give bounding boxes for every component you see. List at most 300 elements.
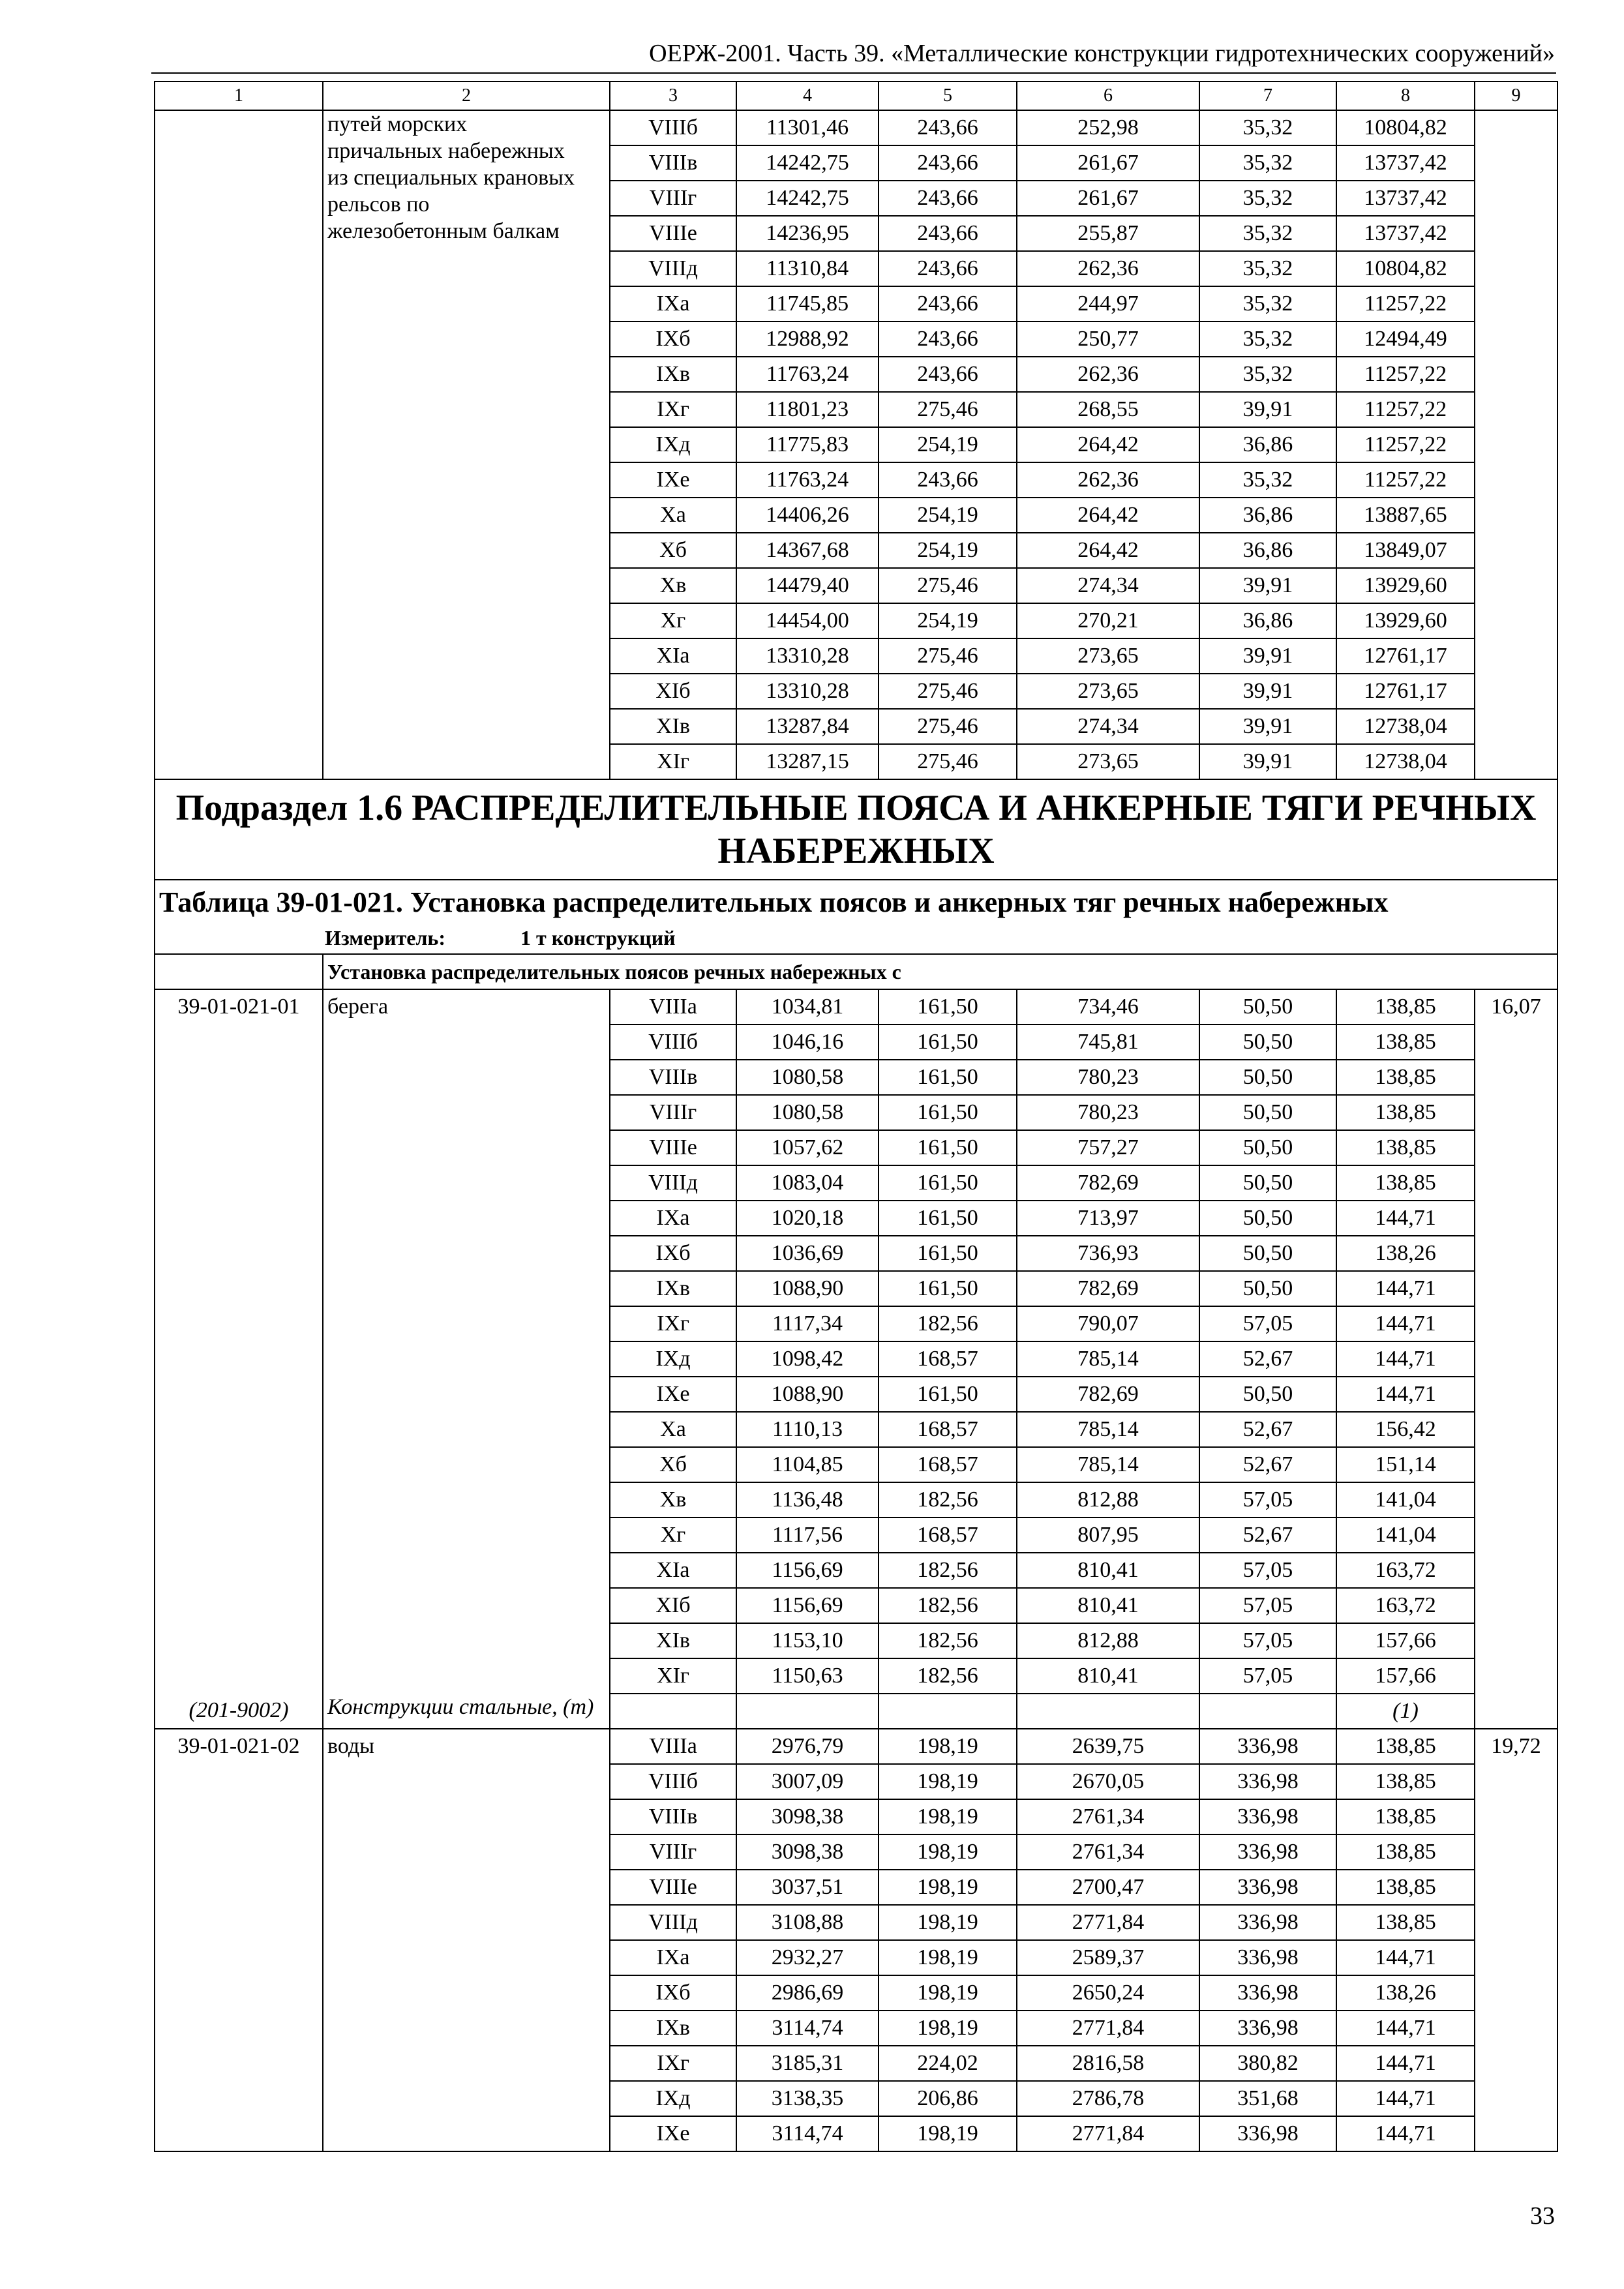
empty-cell [736,1694,879,1729]
value-cell: 273,65 [1017,638,1199,674]
value-cell: 2771,84 [1017,2011,1199,2046]
empty-cell [1017,1694,1199,1729]
description-cell [323,1271,610,1306]
value-cell: 57,05 [1199,1658,1336,1694]
value-cell: 141,04 [1336,1482,1475,1518]
value-cell: 161,50 [879,1165,1017,1201]
zone-cell: VIIIг [610,1834,736,1870]
value-cell: 2786,78 [1017,2081,1199,2116]
value-cell: 252,98 [1017,110,1199,145]
value-cell: 13737,42 [1336,216,1475,251]
value-cell: 11257,22 [1336,286,1475,322]
value-cell: 35,32 [1199,286,1336,322]
value-cell: 336,98 [1199,1940,1336,1975]
column-header: 4 [736,82,879,110]
item1-row [155,1201,1557,1236]
zone-cell: VIIIб [610,1764,736,1799]
value-cell: 198,19 [879,1799,1017,1834]
column-header: 6 [1017,82,1199,110]
description-cell [323,1553,610,1588]
value-cell: 13287,84 [736,709,879,744]
description-cell [323,1447,610,1482]
zone-cell: VIIIд [610,1165,736,1201]
description-line: рельсов по [327,192,430,217]
value-cell: 138,85 [1336,1060,1475,1095]
value-cell: 3007,09 [736,1764,879,1799]
item1-row [155,1623,1557,1658]
description-line: путей морских [327,112,468,136]
value-cell: 14242,75 [736,181,879,216]
value-cell: 782,69 [1017,1377,1199,1412]
value-cell: 11801,23 [736,392,879,427]
code-cell [155,1341,323,1377]
value-cell: 1020,18 [736,1201,879,1236]
code-cell [155,1553,323,1588]
zone-cell: XIв [610,1623,736,1658]
value-cell: 2761,34 [1017,1834,1199,1870]
value-cell: 198,19 [879,1834,1017,1870]
value-cell: 11257,22 [1336,357,1475,392]
column-header: 9 [1475,82,1557,110]
value-cell: 138,85 [1336,1095,1475,1130]
value-cell: 161,50 [879,1201,1017,1236]
value-cell: 351,68 [1199,2081,1336,2116]
value-cell: 144,71 [1336,1341,1475,1377]
description-cell [323,1130,610,1165]
value-cell: 807,95 [1017,1518,1199,1553]
value-cell: 182,56 [879,1482,1017,1518]
value-cell: 11310,84 [736,251,879,286]
zone-cell: XIа [610,1553,736,1588]
value-cell: 157,66 [1336,1658,1475,1694]
value-cell: 10804,82 [1336,251,1475,286]
value-cell: 138,26 [1336,1975,1475,2011]
value-cell: 14242,75 [736,145,879,181]
value-cell: 11745,85 [736,286,879,322]
value-cell: 2589,37 [1017,1940,1199,1975]
value-cell: 810,41 [1017,1553,1199,1588]
value-cell: 35,32 [1199,145,1336,181]
value-cell: 1080,58 [736,1060,879,1095]
value-cell: 144,71 [1336,2081,1475,2116]
value-cell: 713,97 [1017,1201,1199,1236]
value-cell: 243,66 [879,216,1017,251]
value-cell: 182,56 [879,1658,1017,1694]
item1-row [155,1482,1557,1518]
value-cell: 161,50 [879,1377,1017,1412]
value-cell: 785,14 [1017,1447,1199,1482]
value-cell: 50,50 [1199,1130,1336,1165]
resource-name: Конструкции стальные, (т) [323,1694,610,1729]
value-cell: 734,46 [1017,989,1199,1025]
value-cell: 182,56 [879,1553,1017,1588]
value-cell: 57,05 [1199,1482,1336,1518]
value-cell: 1057,62 [736,1130,879,1165]
value-cell: 57,05 [1199,1623,1336,1658]
empty-cell [879,1694,1017,1729]
value-cell: 163,72 [1336,1588,1475,1623]
value-cell: 144,71 [1336,1271,1475,1306]
description-cell [323,1236,610,1271]
value-cell: 10804,82 [1336,110,1475,145]
code-cell [155,954,323,989]
code-cell [155,110,323,779]
code-cell [155,1482,323,1518]
value-cell: 3098,38 [736,1799,879,1834]
value-cell: 35,32 [1199,110,1336,145]
value-cell: 2650,24 [1017,1975,1199,2011]
meter-value: 1 т конструкций [520,926,676,950]
description-cell [323,1658,610,1694]
item1-row [155,1236,1557,1271]
value-cell: 156,42 [1336,1412,1475,1447]
table-title: Таблица 39-01-021. Установка распределительных поясов и анкерных тяг речных набережных [159,886,1389,918]
value-cell: 198,19 [879,2011,1017,2046]
column-header-row [155,82,1557,110]
code-cell [155,1060,323,1095]
code-cell [155,1588,323,1623]
code-cell [155,1306,323,1341]
value-cell: 161,50 [879,1025,1017,1060]
zone-cell: IXд [610,2081,736,2116]
value-cell: 13849,07 [1336,533,1475,568]
value-cell: 11763,24 [736,462,879,498]
value-cell: 3037,51 [736,1870,879,1905]
value-cell: 380,82 [1199,2046,1336,2081]
value-cell: 144,71 [1336,2011,1475,2046]
zone-cell: IXв [610,2011,736,2046]
value-cell: 138,85 [1336,1870,1475,1905]
value-cell: 39,91 [1199,674,1336,709]
value-cell: 12761,17 [1336,674,1475,709]
value-cell: 57,05 [1199,1553,1336,1588]
description-cell [323,1518,610,1553]
col9-cell: 19,72 [1475,1729,1557,2151]
value-cell: 274,34 [1017,709,1199,744]
value-cell: 3098,38 [736,1834,879,1870]
value-cell: 14367,68 [736,533,879,568]
value-cell: 790,07 [1017,1306,1199,1341]
header-rule [151,72,1556,74]
value-cell: 1036,69 [736,1236,879,1271]
value-cell: 50,50 [1199,1095,1336,1130]
value-cell: 2670,05 [1017,1764,1199,1799]
value-cell: 13737,42 [1336,181,1475,216]
value-cell: 144,71 [1336,2046,1475,2081]
value-cell: 13287,15 [736,744,879,779]
value-cell: 138,85 [1336,1799,1475,1834]
zone-cell: IXг [610,392,736,427]
zone-cell: IXе [610,1377,736,1412]
value-cell: 262,36 [1017,357,1199,392]
value-cell: 50,50 [1199,1377,1336,1412]
zone-cell: XIб [610,1588,736,1623]
value-cell: 2761,34 [1017,1799,1199,1834]
zone-cell: Xв [610,1482,736,1518]
item-code: 39-01-021-01 [155,989,323,1025]
value-cell: 243,66 [879,357,1017,392]
value-cell: 1098,42 [736,1341,879,1377]
zone-cell: Xг [610,603,736,638]
zone-cell: XIв [610,709,736,744]
empty-cell [610,1694,736,1729]
value-cell: 50,50 [1199,1271,1336,1306]
value-cell: 11763,24 [736,357,879,392]
item1-row [155,1377,1557,1412]
value-cell: 264,42 [1017,533,1199,568]
value-cell: 1156,69 [736,1553,879,1588]
value-cell: 161,50 [879,1271,1017,1306]
value-cell: 243,66 [879,181,1017,216]
value-cell: 11257,22 [1336,462,1475,498]
value-cell: 198,19 [879,1940,1017,1975]
item1-row [155,1553,1557,1588]
item1-row [155,1060,1557,1095]
value-cell: 1156,69 [736,1588,879,1623]
zone-cell: VIIIв [610,145,736,181]
value-cell: 275,46 [879,674,1017,709]
zone-cell: IXб [610,322,736,357]
value-cell: 13310,28 [736,674,879,709]
value-cell: 2932,27 [736,1940,879,1975]
value-cell: 11301,46 [736,110,879,145]
item1-row [155,989,1557,1025]
description-cell [323,1060,610,1095]
zone-cell: IXв [610,1271,736,1306]
code-cell [155,1271,323,1306]
zone-cell: IXд [610,1341,736,1377]
value-cell: 50,50 [1199,989,1336,1025]
meter-row [159,922,1553,953]
item1-row [155,1447,1557,1482]
value-cell: 39,91 [1199,638,1336,674]
value-cell: 198,19 [879,1975,1017,2011]
item1-row [155,1412,1557,1447]
item-name: воды [323,1729,610,2151]
value-cell: 168,57 [879,1447,1017,1482]
section-title-row [155,779,1557,880]
zone-cell: VIIIг [610,181,736,216]
meter-label: Измеритель: [325,926,445,950]
value-cell: 138,85 [1336,1025,1475,1060]
value-cell: 336,98 [1199,1905,1336,1940]
value-cell: 1088,90 [736,1271,879,1306]
value-cell: 261,67 [1017,145,1199,181]
value-cell: 39,91 [1199,392,1336,427]
value-cell: 275,46 [879,568,1017,603]
value-cell: 144,71 [1336,1377,1475,1412]
value-cell: 2700,47 [1017,1870,1199,1905]
zone-cell: Xа [610,498,736,533]
section-title: Подраздел 1.6 РАСПРЕДЕЛИТЕЛЬНЫЕ ПОЯСА И АНКЕРНЫЕ ТЯГИ РЕЧНЫХ НАБЕРЕЖНЫХ [155,779,1557,880]
description-cell [323,1095,610,1130]
value-cell: 1034,81 [736,989,879,1025]
value-cell: 244,97 [1017,286,1199,322]
value-cell: 261,67 [1017,181,1199,216]
value-cell: 168,57 [879,1412,1017,1447]
value-cell: 336,98 [1199,1834,1336,1870]
description-line: из специальных крановых [327,166,575,190]
zone-cell: Xа [610,1412,736,1447]
value-cell: 336,98 [1199,1764,1336,1799]
value-cell: 268,55 [1017,392,1199,427]
value-cell: 36,86 [1199,498,1336,533]
column-header: 1 [155,82,323,110]
code-cell [155,1518,323,1553]
zone-cell: VIIIа [610,989,736,1025]
zone-cell: IXв [610,357,736,392]
value-cell: 2639,75 [1017,1729,1199,1764]
item1-row [155,1130,1557,1165]
value-cell: 52,67 [1199,1518,1336,1553]
value-cell: 198,19 [879,1729,1017,1764]
code-cell [155,1130,323,1165]
value-cell: 182,56 [879,1306,1017,1341]
code-cell [155,1165,323,1201]
description-cell [323,1377,610,1412]
value-cell: 50,50 [1199,1236,1336,1271]
value-cell: 224,02 [879,2046,1017,2081]
value-cell: 157,66 [1336,1623,1475,1658]
item1-row [155,1025,1557,1060]
value-cell: 182,56 [879,1588,1017,1623]
value-cell: 270,21 [1017,603,1199,638]
value-cell: 13737,42 [1336,145,1475,181]
value-cell: 785,14 [1017,1412,1199,1447]
value-cell: 745,81 [1017,1025,1199,1060]
zone-cell: Xв [610,568,736,603]
page-header-title: ОЕРЖ-2001. Часть 39. «Металлические конструкции гидротехнических сооружений» [649,40,1555,67]
item1-row [155,1095,1557,1130]
value-cell: 336,98 [1199,1799,1336,1834]
value-cell: 57,05 [1199,1306,1336,1341]
zone-cell: VIIIе [610,216,736,251]
value-cell: 36,86 [1199,427,1336,462]
description-cell [323,1623,610,1658]
value-cell: 138,85 [1336,1729,1475,1764]
empty-cell [1199,1694,1336,1729]
value-cell: 50,50 [1199,1060,1336,1095]
value-cell: 12494,49 [1336,322,1475,357]
value-cell: 198,19 [879,1764,1017,1799]
value-cell: 39,91 [1199,744,1336,779]
item2-row [155,1729,1557,1764]
resource-value: (1) [1336,1694,1475,1729]
value-cell: 35,32 [1199,357,1336,392]
value-cell: 206,86 [879,2081,1017,2116]
code-cell [155,1236,323,1271]
value-cell: 275,46 [879,392,1017,427]
value-cell: 13929,60 [1336,568,1475,603]
value-cell: 163,72 [1336,1553,1475,1588]
value-cell: 12738,04 [1336,709,1475,744]
value-cell: 2816,58 [1017,2046,1199,2081]
zone-cell: VIIIб [610,110,736,145]
zone-cell: IXб [610,1975,736,2011]
value-cell: 810,41 [1017,1588,1199,1623]
zone-cell: Xг [610,1518,736,1553]
value-cell: 168,57 [879,1518,1017,1553]
value-cell: 1104,85 [736,1447,879,1482]
value-cell: 2976,79 [736,1729,879,1764]
value-cell: 138,85 [1336,1834,1475,1870]
value-cell: 757,27 [1017,1130,1199,1165]
item-name: берега [323,989,610,1025]
column-header: 8 [1336,82,1475,110]
zone-cell: VIIIв [610,1060,736,1095]
value-cell: 144,71 [1336,2116,1475,2151]
code-cell [155,1095,323,1130]
value-cell: 254,19 [879,533,1017,568]
description-cell [323,1306,610,1341]
code-cell [155,1447,323,1482]
zone-cell: IXе [610,462,736,498]
value-cell: 1117,56 [736,1518,879,1553]
value-cell: 254,19 [879,427,1017,462]
value-cell: 138,85 [1336,1905,1475,1940]
description-cell [323,1482,610,1518]
col9-cell: 16,07 [1475,989,1557,1729]
item1-row [155,1341,1557,1377]
value-cell: 1046,16 [736,1025,879,1060]
value-cell: 243,66 [879,462,1017,498]
code-cell [155,1412,323,1447]
zone-cell: IXе [610,2116,736,2151]
value-cell: 243,66 [879,251,1017,286]
value-cell: 275,46 [879,709,1017,744]
value-cell: 3114,74 [736,2116,879,2151]
value-cell: 243,66 [879,322,1017,357]
table-body [155,82,1557,2151]
value-cell: 274,34 [1017,568,1199,603]
col9-cell [1475,110,1557,779]
zone-cell: VIIIв [610,1799,736,1834]
value-cell: 182,56 [879,1623,1017,1658]
value-cell: 780,23 [1017,1060,1199,1095]
item1-row [155,1588,1557,1623]
group-title: Установка распределительных поясов речных набережных с [323,954,1557,989]
value-cell: 255,87 [1017,216,1199,251]
code-cell [155,1377,323,1412]
value-cell: 810,41 [1017,1658,1199,1694]
value-cell: 161,50 [879,1130,1017,1165]
value-cell: 141,04 [1336,1518,1475,1553]
value-cell: 1083,04 [736,1165,879,1201]
page-number: 33 [1530,2202,1555,2230]
zone-cell: IXб [610,1236,736,1271]
value-cell: 35,32 [1199,462,1336,498]
value-cell: 336,98 [1199,2011,1336,2046]
value-cell: 336,98 [1199,1729,1336,1764]
code-cell [155,1623,323,1658]
value-cell: 3138,35 [736,2081,879,2116]
value-cell: 1110,13 [736,1412,879,1447]
value-cell: 144,71 [1336,1201,1475,1236]
item1-row [155,1658,1557,1694]
rates-table [154,81,1558,2152]
value-cell: 50,50 [1199,1165,1336,1201]
zone-cell: VIIIе [610,1130,736,1165]
value-cell: 336,98 [1199,1975,1336,2011]
zone-cell: VIIIд [610,1905,736,1940]
value-cell: 161,50 [879,1095,1017,1130]
value-cell: 57,05 [1199,1588,1336,1623]
value-cell: 3185,31 [736,2046,879,2081]
value-cell: 35,32 [1199,322,1336,357]
value-cell: 254,19 [879,603,1017,638]
zone-cell: XIг [610,1658,736,1694]
value-cell: 13929,60 [1336,603,1475,638]
